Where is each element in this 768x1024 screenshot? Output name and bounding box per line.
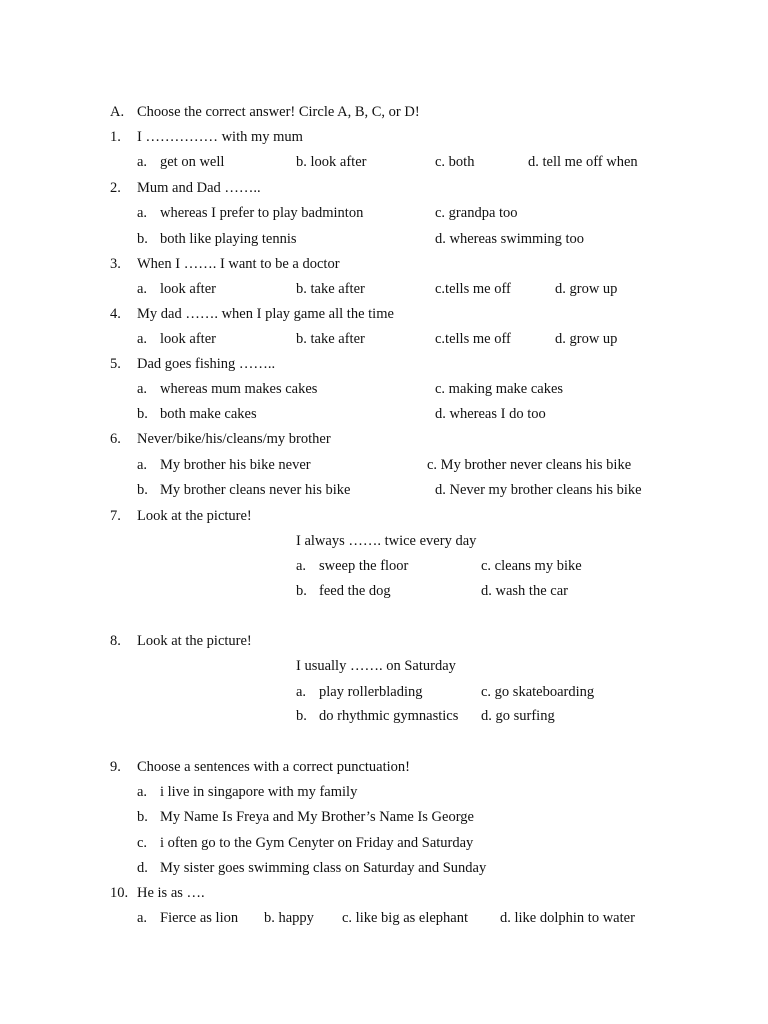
option-a: play rollerblading bbox=[319, 684, 423, 700]
option-d: d. whereas I do too bbox=[435, 406, 546, 422]
option-c: c. My brother never cleans his bike bbox=[427, 457, 632, 473]
option-b: b. look after bbox=[296, 154, 367, 170]
question-number: 10. bbox=[110, 885, 129, 901]
option-b: b. happy bbox=[264, 910, 314, 926]
option-c: c. go skateboarding bbox=[481, 684, 595, 700]
question-text: Choose a sentences with a correct punctuation! bbox=[137, 759, 410, 775]
question-number: 6. bbox=[110, 431, 121, 447]
question-text: Look at the picture! bbox=[137, 508, 252, 524]
option-c: c. grandpa too bbox=[435, 205, 518, 221]
option-a: sweep the floor bbox=[319, 558, 409, 574]
option-a: My brother his bike never bbox=[160, 457, 311, 473]
question-text: Look at the picture! bbox=[137, 633, 252, 649]
option-c: c.tells me off bbox=[435, 281, 511, 297]
option-b: do rhythmic gymnastics bbox=[319, 708, 459, 724]
option-d: My sister goes swimming class on Saturday and Sunday bbox=[160, 860, 487, 876]
option-letter: a. bbox=[137, 457, 148, 473]
question-text: Never/bike/his/cleans/my brother bbox=[137, 431, 331, 447]
question-number: 1. bbox=[110, 129, 121, 145]
option-letter: d. bbox=[137, 860, 148, 876]
option-d: d. wash the car bbox=[481, 583, 568, 599]
option-letter: a. bbox=[296, 558, 307, 574]
option-d: d. like dolphin to water bbox=[500, 910, 635, 926]
question-number: 7. bbox=[110, 508, 121, 524]
question-number: 4. bbox=[110, 306, 121, 322]
option-letter: a. bbox=[137, 205, 148, 221]
question-text: I …………… with my mum bbox=[137, 129, 303, 145]
question-text: When I ……. I want to be a doctor bbox=[137, 256, 340, 272]
question-number: 2. bbox=[110, 180, 121, 196]
option-b: My brother cleans never his bike bbox=[160, 482, 351, 498]
option-letter: b. bbox=[296, 708, 307, 724]
option-d: d. go surfing bbox=[481, 708, 555, 724]
question-prompt: I always ……. twice every day bbox=[296, 533, 477, 549]
option-letter: c. bbox=[137, 835, 148, 851]
option-a: look after bbox=[160, 281, 216, 297]
option-letter: b. bbox=[296, 583, 307, 599]
option-b: b. take after bbox=[296, 331, 365, 347]
question-text: Dad goes fishing …….. bbox=[137, 356, 276, 372]
option-a: Fierce as lion bbox=[160, 910, 239, 926]
option-a: get on well bbox=[160, 154, 225, 170]
option-letter: a. bbox=[137, 281, 148, 297]
option-letter: a. bbox=[137, 910, 148, 926]
option-c: c. like big as elephant bbox=[342, 910, 469, 926]
option-letter: a. bbox=[137, 154, 148, 170]
option-c: c. making make cakes bbox=[435, 381, 564, 397]
question-number: 3. bbox=[110, 256, 121, 272]
option-c: i often go to the Gym Cenyter on Friday and Saturday bbox=[160, 835, 474, 851]
option-letter: a. bbox=[137, 331, 148, 347]
question-prompt: I usually ……. on Saturday bbox=[296, 658, 456, 674]
option-a: whereas mum makes cakes bbox=[160, 381, 318, 397]
question-text: Mum and Dad …….. bbox=[137, 180, 261, 196]
question-number: 5. bbox=[110, 356, 121, 372]
option-d: d. whereas swimming too bbox=[435, 231, 585, 247]
question-number: 8. bbox=[110, 633, 121, 649]
option-c: c. both bbox=[435, 154, 475, 170]
option-letter: b. bbox=[137, 231, 148, 247]
section-letter: A. bbox=[110, 104, 125, 120]
option-b: My Name Is Freya and My Brother’s Name Is George bbox=[160, 809, 474, 825]
option-letter: b. bbox=[137, 809, 148, 825]
option-b: b. take after bbox=[296, 281, 365, 297]
section-instruction: Choose the correct answer! Circle A, B, C, or D! bbox=[137, 104, 420, 120]
option-c: c.tells me off bbox=[435, 331, 511, 347]
option-b: both like playing tennis bbox=[160, 231, 297, 247]
question-text: My dad ……. when I play game all the time bbox=[137, 306, 394, 322]
option-letter: b. bbox=[137, 406, 148, 422]
option-d: d. Never my brother cleans his bike bbox=[435, 482, 642, 498]
question-number: 9. bbox=[110, 759, 121, 775]
option-a: look after bbox=[160, 331, 216, 347]
option-letter: a. bbox=[137, 784, 148, 800]
option-a: whereas I prefer to play badminton bbox=[160, 205, 364, 221]
option-letter: a. bbox=[137, 381, 148, 397]
option-a: i live in singapore with my family bbox=[160, 784, 358, 800]
option-letter: b. bbox=[137, 482, 148, 498]
option-letter: a. bbox=[296, 684, 307, 700]
option-c: c. cleans my bike bbox=[481, 558, 582, 574]
option-b: feed the dog bbox=[319, 583, 391, 599]
option-d: d. tell me off when bbox=[528, 154, 638, 170]
option-d: d. grow up bbox=[555, 281, 618, 297]
question-text: He is as …. bbox=[137, 885, 205, 901]
option-d: d. grow up bbox=[555, 331, 618, 347]
option-b: both make cakes bbox=[160, 406, 257, 422]
